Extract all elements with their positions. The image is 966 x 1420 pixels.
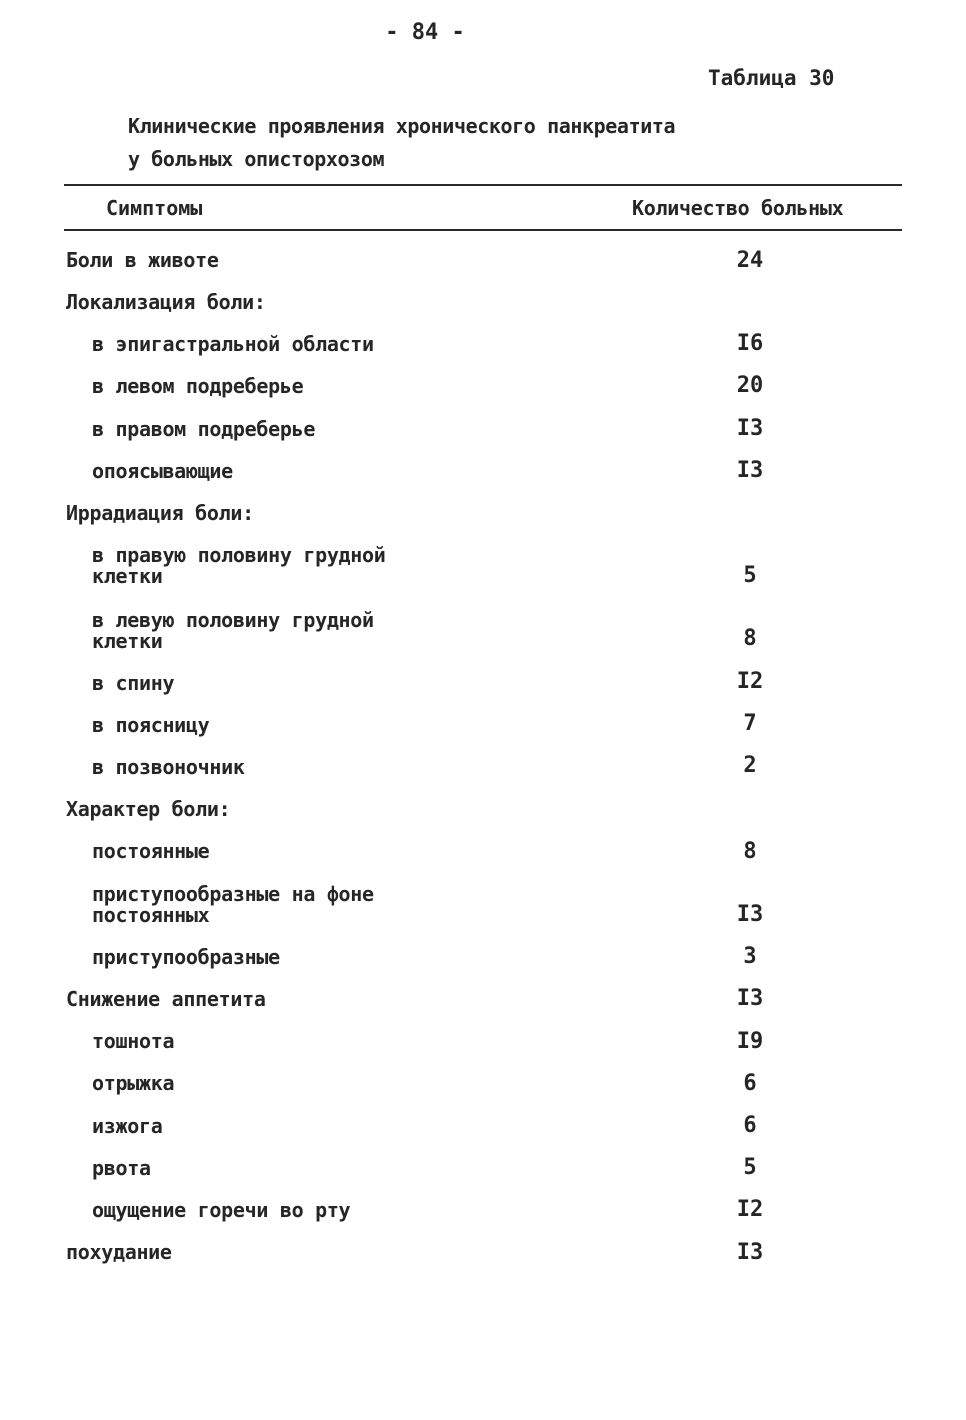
column-header-symptoms: Симптомы bbox=[106, 196, 203, 220]
row-label: Локализация боли: bbox=[66, 290, 266, 314]
table-top-rule bbox=[64, 184, 902, 186]
row-value: 8 bbox=[743, 839, 757, 864]
row-value: 2 bbox=[743, 753, 757, 778]
row-value: I3 bbox=[736, 458, 764, 483]
row-label: приступообразные на фоне постоянных bbox=[92, 882, 374, 927]
row-value: 8 bbox=[743, 626, 757, 651]
row-label: Боли в животе bbox=[66, 248, 219, 272]
row-label: рвота bbox=[92, 1156, 151, 1180]
caption-line-1: Клинические проявления хронического панкреатита bbox=[128, 114, 676, 138]
caption-line-2: у больных описторхозом bbox=[128, 147, 385, 171]
row-label: Характер боли: bbox=[66, 797, 231, 821]
row-label: отрыжка bbox=[92, 1071, 175, 1095]
row-value: 20 bbox=[736, 373, 764, 398]
table-caption bbox=[128, 110, 675, 176]
row-label: приступообразные bbox=[92, 945, 280, 969]
row-label: Снижение аппетита bbox=[66, 987, 266, 1011]
row-value: 6 bbox=[743, 1071, 757, 1096]
row-label: опоясывающие bbox=[92, 459, 233, 483]
row-value: I3 bbox=[736, 416, 764, 441]
row-value: 3 bbox=[743, 944, 757, 969]
row-value: 6 bbox=[743, 1113, 757, 1138]
row-label: постоянные bbox=[92, 839, 210, 863]
row-value: I2 bbox=[736, 1197, 764, 1222]
row-label: в левую половину грудной клетки bbox=[92, 608, 374, 653]
row-value: 7 bbox=[743, 711, 757, 736]
row-label: изжога bbox=[92, 1114, 163, 1138]
row-label: в левом подреберье bbox=[92, 374, 304, 398]
row-label: в поясницу bbox=[92, 713, 210, 737]
row-label: тошнота bbox=[92, 1029, 175, 1053]
table-label: Таблица 30 bbox=[708, 66, 835, 90]
row-label: ощущение горечи во рту bbox=[92, 1198, 351, 1222]
row-value: 5 bbox=[743, 563, 757, 588]
row-label: в правую половину грудной клетки bbox=[92, 543, 386, 588]
row-label: в спину bbox=[92, 671, 175, 695]
row-value: I2 bbox=[736, 669, 764, 694]
row-label: Иррадиация боли: bbox=[66, 501, 254, 525]
row-label: в эпигастральной области bbox=[92, 332, 374, 356]
row-value: 5 bbox=[743, 1155, 757, 1180]
row-value: I3 bbox=[736, 902, 764, 927]
page-number: - 84 - bbox=[385, 20, 465, 45]
table-header-rule bbox=[64, 229, 902, 231]
row-value: I3 bbox=[736, 1240, 764, 1265]
row-value: 24 bbox=[736, 248, 764, 273]
row-label: в правом подреберье bbox=[92, 417, 316, 441]
row-value: I3 bbox=[736, 986, 764, 1011]
column-header-count: Количество больных bbox=[632, 196, 844, 220]
row-value: I9 bbox=[736, 1029, 764, 1054]
row-label: похудание bbox=[66, 1240, 172, 1264]
row-value: I6 bbox=[736, 331, 764, 356]
row-label: в позвоночник bbox=[92, 755, 245, 779]
